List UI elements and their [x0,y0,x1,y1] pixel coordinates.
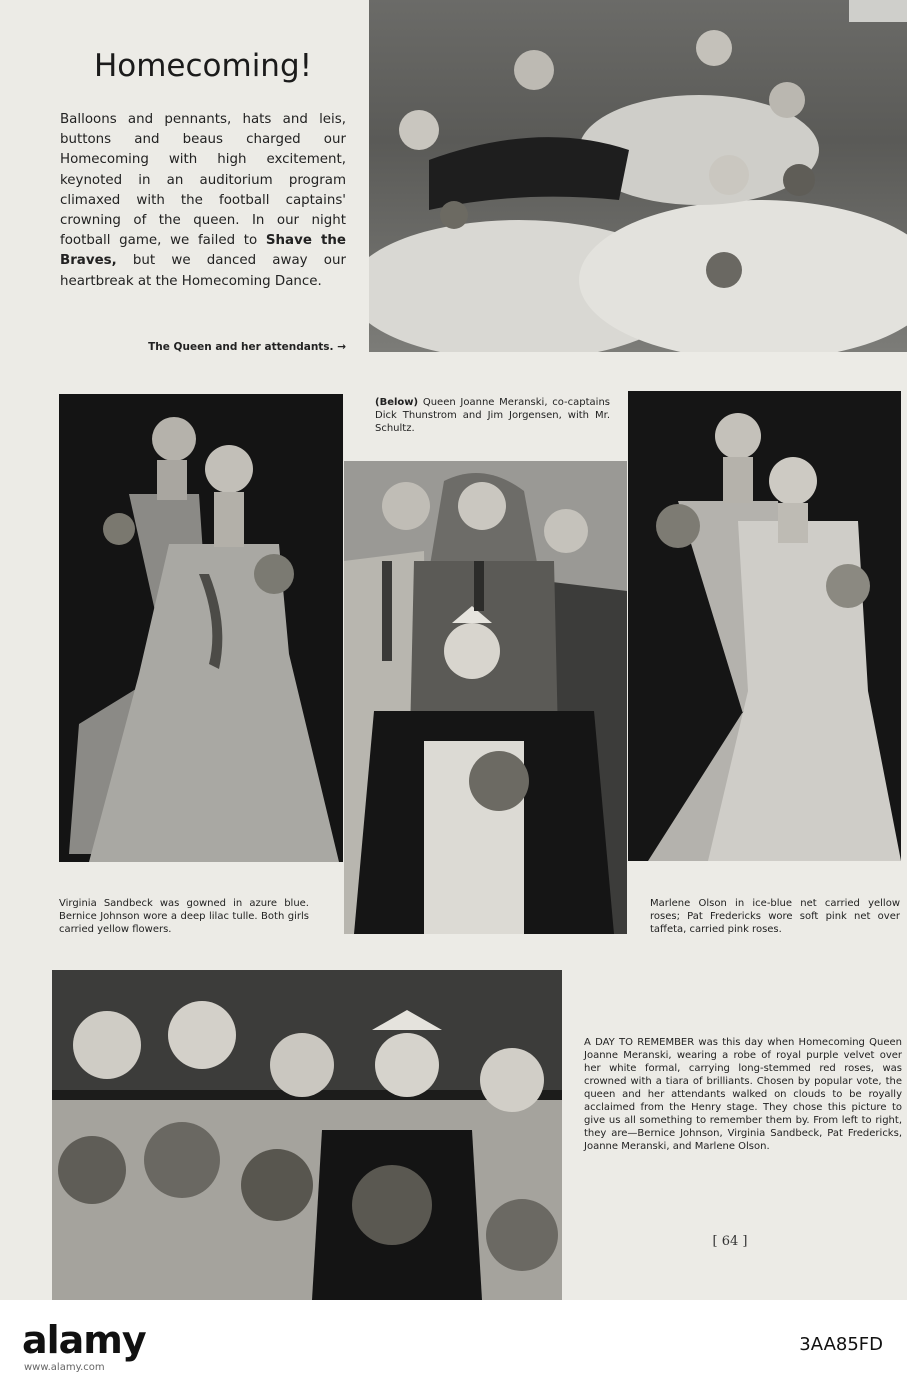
intro-bold-text: Shave the Braves, [60,233,346,269]
top-photo-caption: The Queen and her attendants. → [148,341,346,353]
center-photo-caption [375,396,610,435]
sandbeck-johnson-photo [59,394,343,862]
stock-logo: alamy [22,1318,146,1362]
intro-paragraph [60,110,346,292]
left-photo-caption: Virginia Sandbeck was gowned in azure blue. Bernice Johnson wore a deep lilac tulle. Both girls carried yellow flowers. [59,898,309,935]
right-photo-caption: Marlene Olson in ice-blue net carried yellow roses; Pat Fredericks wore soft pink net over taffeta, carried pink roses. [650,898,900,935]
photo-grass-gowns-shapes [369,0,907,352]
olson-fredericks-photo [628,391,901,861]
photo-queen-captains-shapes [344,461,627,934]
stock-image-id: 3AA85FD [799,1334,883,1355]
center-caption-prefix: (Below) [375,397,419,408]
queen-co-captains-photo [344,461,627,934]
photo-five-girls-shapes [52,970,562,1300]
page-number: [ 64 ] [712,1234,748,1249]
photo-two-girls-shapes [59,394,343,862]
bottom-photo-caption: A DAY TO REMEMBER was this day when Homecoming Queen Joanne Meranski, wearing a robe of royal purple velvet over her white formal, carrying long-stemmed red roses, was crowned with a tiara of brilliants. Chosen by popular vote, the queen and her attendants walked on clouds to be royally acclaimed from the Henry stage. They chose this picture to give us all something to remember them by. From left to right, they are—Bernice Johnson, Virginia Sandbeck, Pat Fredericks, Joanne Meranski, and Marlene Olson. [584,1037,902,1152]
five-girls-group-photo [52,970,562,1300]
center-caption-text: Queen Joanne Meranski, co-captains Dick Thunstrom and Jim Jorgensen, with Mr. Schultz. [375,397,610,434]
stock-url[interactable]: www.alamy.com [24,1362,105,1373]
intro-text-2: but we danced away our heartbreak at the Homecoming Dance. [60,253,346,289]
intro-text-1: Balloons and pennants, hats and leis, buttons and beaus charged our Homecoming with high excitement, keynoted in an auditorium program climaxed with the football captains' crowning of the queen. In our night football game, we failed to [60,112,346,249]
page-title: Homecoming! [93,48,313,84]
photo-two-girls-right-shapes [628,391,901,861]
queen-attendants-photo [369,0,907,352]
